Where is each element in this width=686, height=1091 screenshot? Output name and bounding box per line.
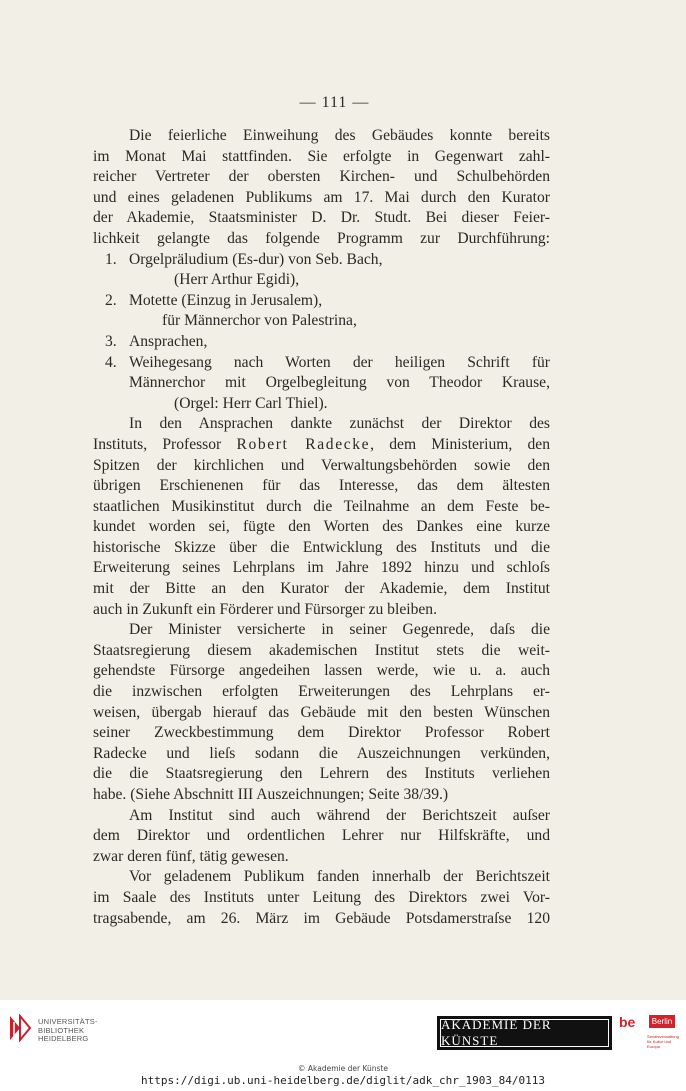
program-item: 4. Weihegesang nach Worten der heiligen Schrift für [105,353,550,371]
text-line: gehendste Fürsorge angedeihen lassen werde, wie u. a. auch [93,662,550,680]
text-line: In den Ansprachen dankte zunächst der Direktor des [129,415,550,433]
text-line: die die Staatsregierung den Lehrern des Instituts verliehen [93,765,550,783]
program-item-detail: für Männerchor von Palestrina, [162,312,357,330]
text-line: auch in Zukunft ein Förderer und Fürsorger zu bleiben. [93,600,437,618]
text-line: die inzwischen erfolgten Erweiterungen des Lehrplans er- [93,683,550,701]
text-line: Spitzen der kirchlichen und Verwaltungsbehörden sowie den [93,456,550,474]
paragraph-2 [93,414,550,620]
text-line: lichkeit gelangte das folgende Programm zur Durchführung: [93,229,550,247]
program-item-detail: (Orgel: Herr Carl Thiel). [174,394,328,412]
paragraph-3 [93,620,550,805]
text-line: historische Skizze über die Entwicklung des Instituts und die [93,538,550,556]
program-item: 3. Ansprachen, [105,332,208,350]
text-line: im Saale des Instituts unter Leitung des Direktors zwei Vor- [93,888,550,906]
text-line: staatlichen Musikinstitut durch die Teilnahme an dem Feste be- [93,497,550,515]
text-line: im Monat Mai stattfinden. Sie erfolgte in Gegenwart zahl- [93,147,550,165]
text-line: Vor geladenem Publikum fanden innerhalb der Berichtszeit [129,868,550,886]
copyright-notice: © Akademie der Künste [298,1064,388,1073]
text-line: und eines geladenen Publikums am 17. Mai durch den Kurator [93,188,550,206]
paragraph-5 [93,867,550,929]
program-item-detail: Männerchor mit Orgelbegleitung von Theodor Krause, [129,374,550,392]
text-line: tragsabende, am 26. März im Gebäude Potsdamerstraſse 120 [93,909,550,927]
text-line: Die feierliche Einweihung des Gebäudes konnte bereits [129,127,550,144]
paragraph-4 [93,806,550,868]
text-line: zwar deren fünf, tätig gewesen. [93,847,289,865]
text-line: reicher Vertreter der obersten Kirchen- und Schulbehörden [93,168,550,186]
page-number: — 111 — [299,94,370,111]
text-line: seiner Zweckbestimmung dem Direktor Professor Robert [93,724,550,742]
text-line: kundet worden sei, fügte den Worten des Dankes eine kurze [93,518,550,536]
paragraph-1 [93,126,550,250]
text-line: habe. (Siehe Abschnitt III Auszeichnungen; Seite 38/39.) [93,786,449,803]
text-line: Staatsregierung diesem akademischen Institut stets die weit- [93,641,550,659]
text-line: der Akademie, Staatsminister D. Dr. Studt. Bei dieser Feier- [93,209,550,227]
name-robert-radecke: Robert Radecke [236,435,371,453]
university-library-label: UNIVERSITÄTS- BIBLIOTHEK HEIDELBERG [38,1017,98,1044]
text-line: Am Institut sind auch während der Berichtszeit auſser [129,806,550,824]
page-url-link[interactable]: https://digi.ub.uni-heidelberg.de/diglit/adk_chr_1903_84/0113 [141,1074,545,1087]
akademie-der-kuenste-logo[interactable] [437,1016,612,1050]
text-line: Der Minister versicherte in seiner Gegenrede, daſs die [129,621,550,639]
text-line: Radecke und lieſs sodann die Auszeichnungen verkünden, [93,744,550,762]
text-line: übrigen Erschienenen für das Interesse, das dem ältesten [93,477,550,495]
text-line: Instituts, Professor Robert Radecke, dem Ministerium, den [93,435,551,453]
berlin-senate-label: Senatsverwaltung für Kultur und Europa [647,1034,679,1049]
text-line: weisen, übergab hierauf das Gebäude mit den besten Wünschen [93,703,550,721]
text-line: dem Direktor und ordentlichen Lehrer nur Hilfskräfte, und [93,827,550,845]
text-line: mit der Bitte an den Kurator der Akademie, dem Institut [93,580,550,598]
program-item-detail: (Herr Arthur Egidi), [174,271,300,289]
akademie-logo-text: AKADEMIE DER KÜNSTE [440,1019,609,1047]
page-text [93,94,550,929]
berlin-tag: Berlin [649,1015,675,1028]
program-list [93,250,550,415]
berlin-be-mark: be [619,1014,636,1030]
program-item: 1. Orgelpräludium (Es-dur) von Seb. Bach, [105,250,383,268]
university-library-logo-icon [8,1014,32,1042]
program-item: 2. Motette (Einzug in Jerusalem), [105,291,323,309]
text-line: Erweiterung seines Lehrplans im Jahre 1892 hinzu und schloſs [93,559,550,577]
berlin-logo[interactable] [619,1014,677,1052]
